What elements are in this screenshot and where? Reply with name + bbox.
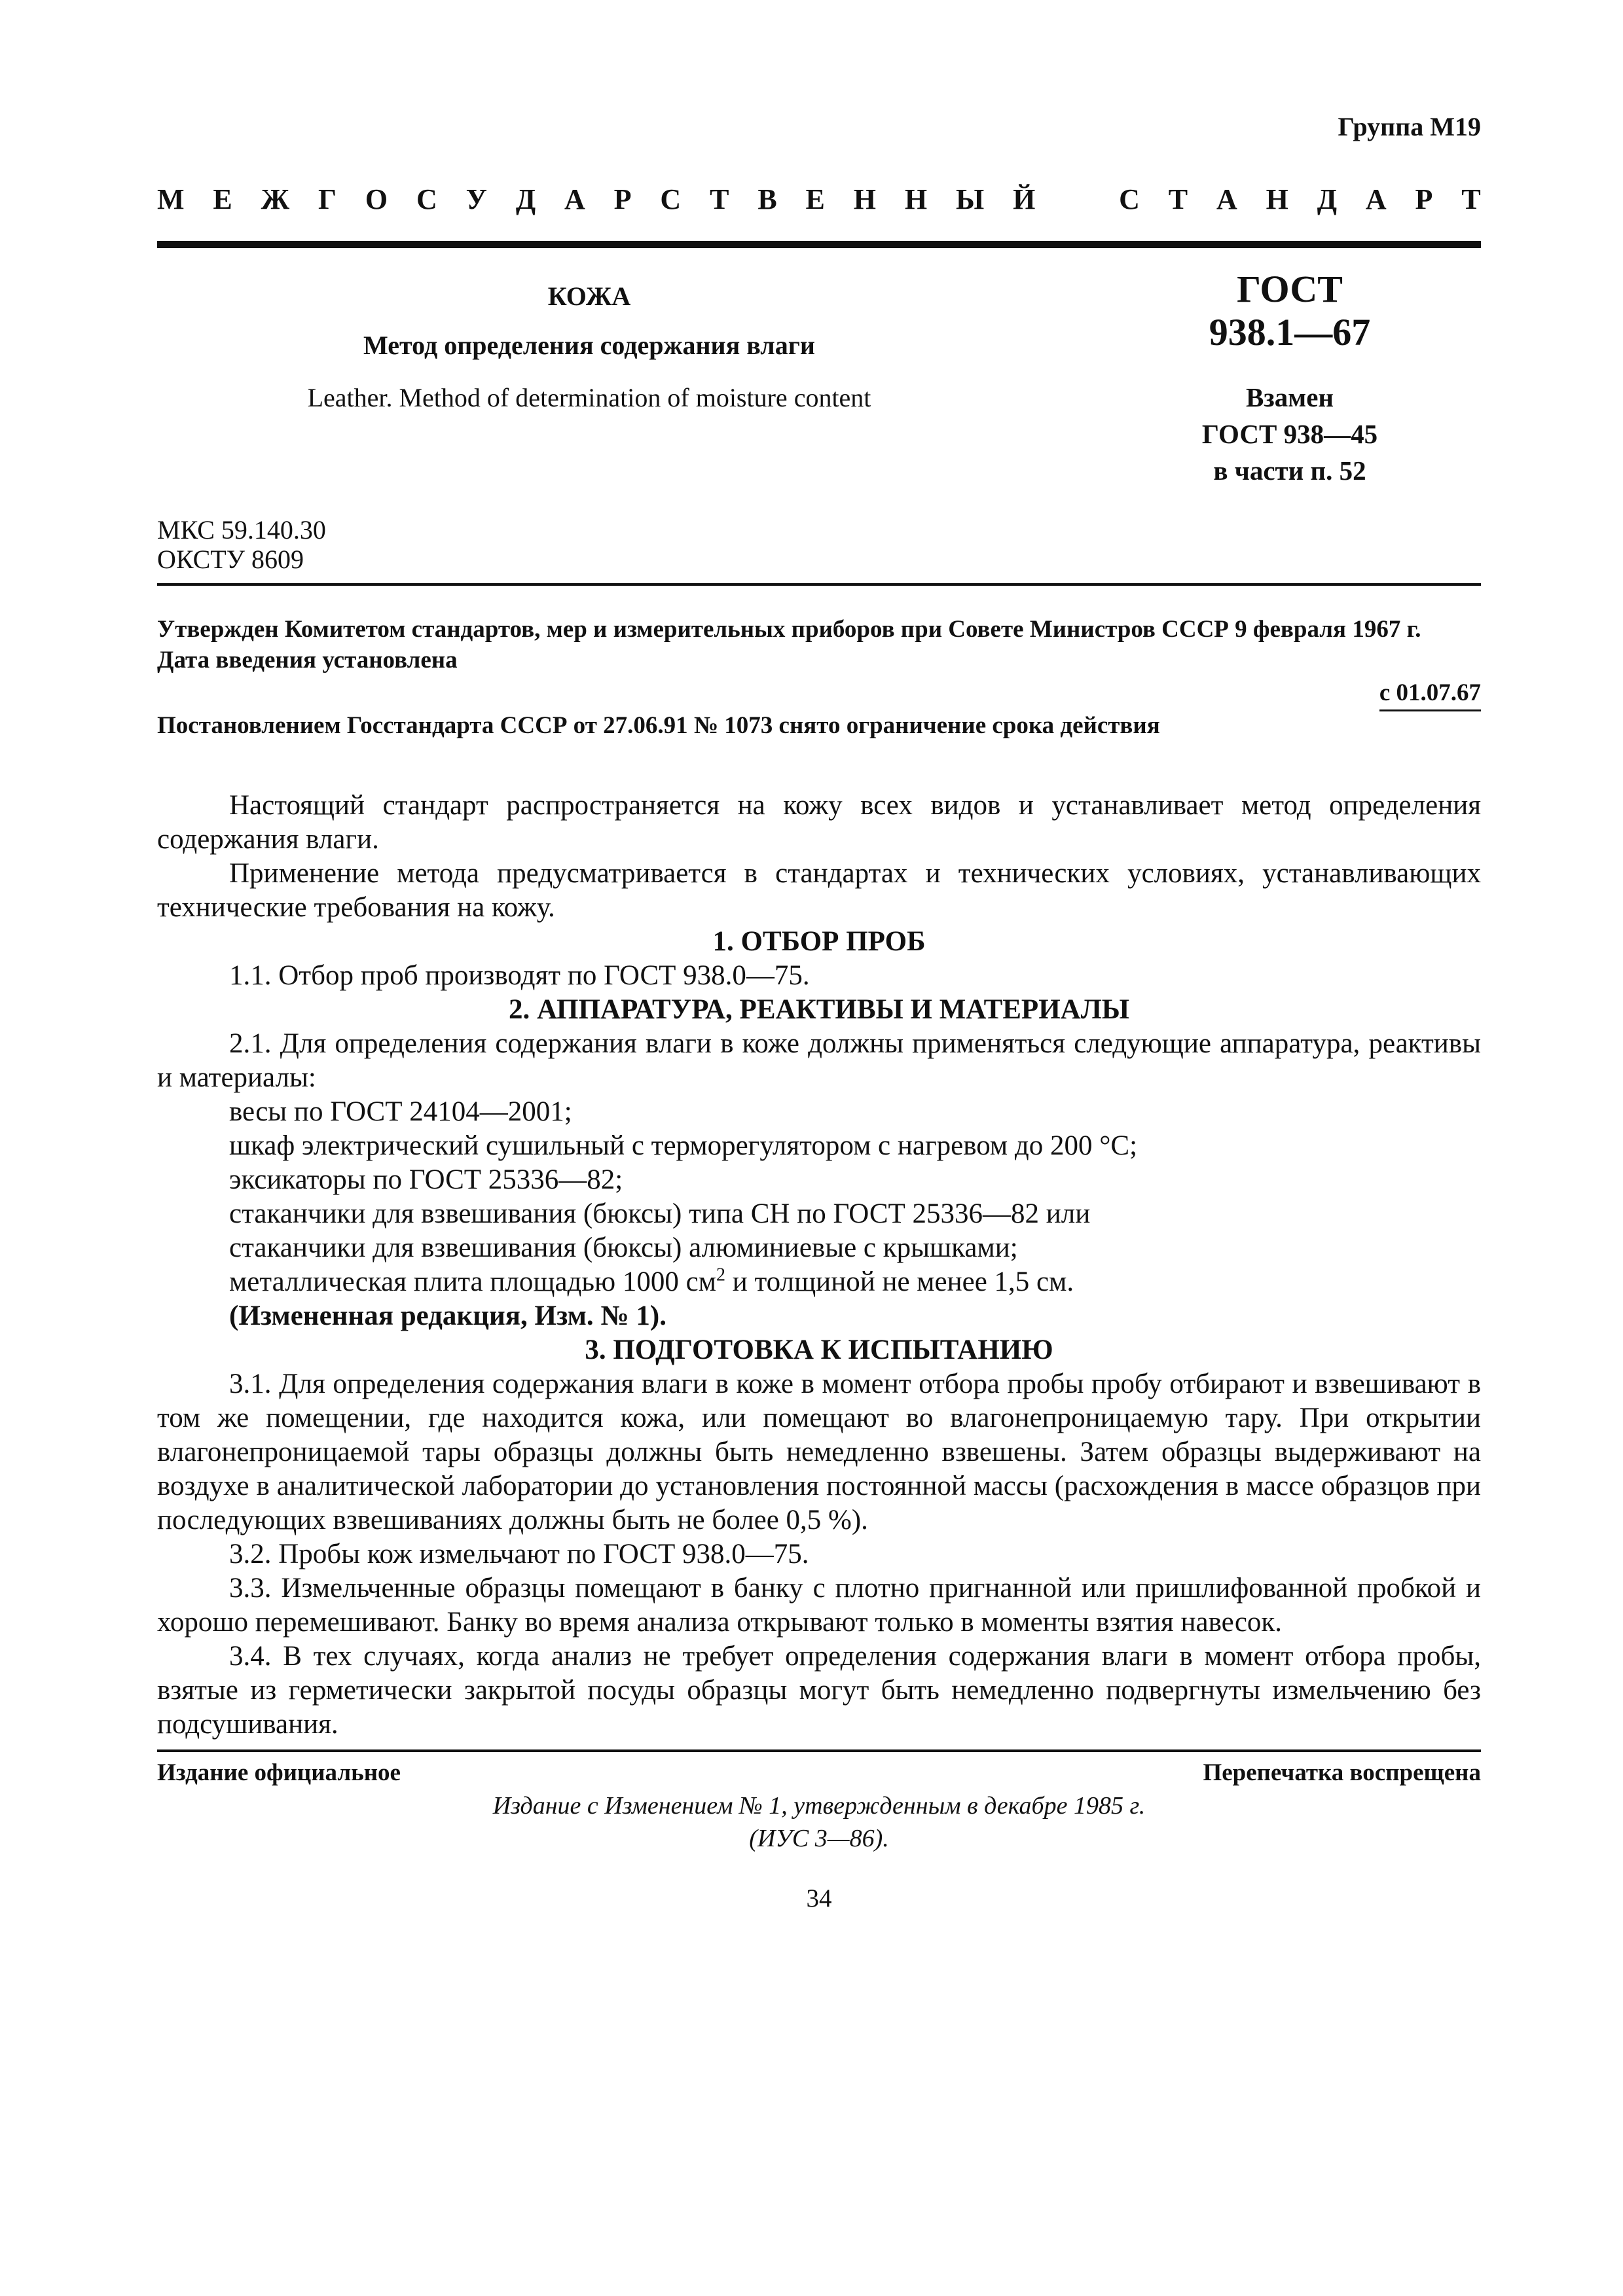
banner-letter: У [465, 183, 487, 215]
intro-paragraph: Применение метода предусматривается в стандартах и технических условиях, устанавливающих технические требования на кожу. [157, 858, 1481, 923]
banner-gap [1064, 183, 1090, 216]
footer-row [157, 1759, 1481, 1787]
superscript: 2 [716, 1265, 725, 1285]
clause: 3.2. Пробы кож измельчают по ГОСТ 938.0—75. [229, 1539, 809, 1570]
clause: 2.1. Для определения содержания влаги в коже должны применяться следующие аппаратура, реактивы и материалы: [157, 1028, 1481, 1093]
document-method: Метод определения содержания влаги [363, 331, 815, 360]
clause: 1.1. Отбор проб производят по ГОСТ 938.0—75. [229, 960, 810, 991]
group-code: Группа М19 [1338, 112, 1481, 141]
list-item: шкаф электрический сушильный с терморегулятором с нагревом до 200 °С; [229, 1130, 1138, 1161]
banner-letter: Г [318, 183, 337, 215]
list-item-text: металлическая плита площадью 1000 см [229, 1266, 716, 1297]
standard-banner [157, 183, 1481, 216]
banner-letter: О [365, 183, 388, 215]
clause: 3.3. Измельченные образцы помещают в банку с плотно пригнанной или пришлифованной пробкой и хорошо перемешивают. Банку во время анализа открывают только в моменты взятия навесок. [157, 1573, 1481, 1638]
okstu-code: ОКСТУ 8609 [157, 545, 304, 574]
section-heading: 2. АППАРАТУРА, РЕАКТИВЫ И МАТЕРИАЛЫ [509, 994, 1129, 1025]
document-page [157, 111, 1481, 1913]
banner-letter: Н [853, 183, 877, 215]
banner-letter: Ж [261, 183, 290, 215]
list-item: стаканчики для взвешивания (бюксы) типа СН по ГОСТ 25336—82 или [229, 1198, 1091, 1229]
list-item: весы по ГОСТ 24104—2001; [229, 1096, 572, 1127]
banner-letter: Т [1461, 183, 1481, 215]
document-body [157, 789, 1481, 1742]
banner-letter: Д [515, 183, 536, 215]
approval-line: Утвержден Комитетом стандартов, мер и измерительных приборов при Совете Министров СССР 9 февраля 1967 г. [157, 616, 1421, 643]
banner-letter: Н [1266, 183, 1288, 215]
page-number: 34 [806, 1884, 832, 1912]
banner-letter: А [1216, 183, 1237, 215]
gost-label: ГОСТ [1237, 268, 1343, 310]
edition-note-line: Издание с Изменением № 1, утвержденным в декабре 1985 г. [492, 1792, 1146, 1820]
banner-letter: Р [1415, 183, 1433, 215]
banner-letter: Т [710, 183, 729, 215]
list-item-text: и толщиной не менее 1,5 см. [725, 1266, 1074, 1297]
section-heading: 3. ПОДГОТОВКА К ИСПЫТАНИЮ [585, 1335, 1053, 1365]
title-block [157, 248, 1481, 503]
replaces-line: ГОСТ 938—45 [1201, 419, 1378, 449]
banner-letter: С [1119, 183, 1140, 215]
approval-block [157, 586, 1481, 739]
banner-letter: С [660, 183, 682, 215]
banner-letter: Е [805, 183, 825, 215]
replaces-line: Взамен [1245, 382, 1334, 412]
reprint-prohibited: Перепечатка воспрещена [1203, 1759, 1481, 1786]
edition-note [157, 1789, 1481, 1855]
banner-letter: Р [613, 183, 632, 215]
banner-letter: Т [1168, 183, 1188, 215]
edition-official: Издание официальное [157, 1759, 401, 1786]
list-item [229, 1265, 1481, 1299]
equipment-list [157, 1095, 1481, 1333]
introduction-date: с 01.07.67 [1379, 679, 1481, 711]
replaces-line: в части п. 52 [1213, 456, 1366, 486]
footer-rule [157, 1749, 1481, 1752]
mks-code: МКС 59.140.30 [157, 515, 326, 545]
english-title: Leather. Method of determination of moisture content [307, 383, 871, 412]
amendment-note: (Измененная редакция, Изм. № 1). [229, 1300, 666, 1331]
restriction-note: Постановлением Госстандарта СССР от 27.06.91 № 1073 снято ограничение срока действия [157, 712, 1160, 739]
introduction-date-label: Дата введения установлена [157, 647, 458, 673]
banner-letter: Н [904, 183, 928, 215]
clause: 3.1. Для определения содержания влаги в коже в момент отбора пробы пробу отбирают и взвешивают в том же помещении, где находится кожа, или помещают во влагонепроницаемую тару. При открытии влагонепроницаемой тары образцы должны быть немедленно взвешены. Затем образцы выдерживают на воздухе в аналитической лаборатории до установления постоянной массы (расхождения в массе образцов при последующих взвешиваниях должны быть не более 0,5 %). [157, 1369, 1481, 1535]
banner-letter: Д [1317, 183, 1338, 215]
clause: 3.4. В тех случаях, когда анализ не требует определения содержания влаги в момент отбора пробы, взятые из герметически закрытой посуды образцы могут быть немедленно подвергнуты измельчению без подсушивания. [157, 1641, 1481, 1740]
banner-letter: А [564, 183, 585, 215]
banner-letter: Ы [956, 183, 985, 215]
banner-letter: А [1365, 183, 1387, 215]
banner-letter: Й [1013, 183, 1036, 215]
banner-letter: М [157, 183, 185, 215]
edition-note-line: (ИУС 3—86). [749, 1825, 889, 1852]
list-item: эксикаторы по ГОСТ 25336—82; [229, 1164, 623, 1195]
document-subject: КОЖА [547, 281, 631, 311]
intro-paragraph: Настоящий стандарт распространяется на кожу всех видов и устанавливает метод определения содержания влаги. [157, 790, 1481, 855]
gost-designation [1100, 268, 1480, 354]
classification-codes [157, 515, 1481, 574]
banner-letter: С [416, 183, 437, 215]
gost-number: 938.1—67 [1209, 311, 1371, 353]
section-heading: 1. ОТБОР ПРОБ [712, 926, 926, 957]
banner-letter: Е [213, 183, 232, 215]
replaces-block [1100, 379, 1480, 489]
banner-letter: В [757, 183, 777, 215]
list-item: стаканчики для взвешивания (бюксы) алюминиевые с крышками; [229, 1232, 1018, 1263]
header-rule [157, 241, 1481, 248]
